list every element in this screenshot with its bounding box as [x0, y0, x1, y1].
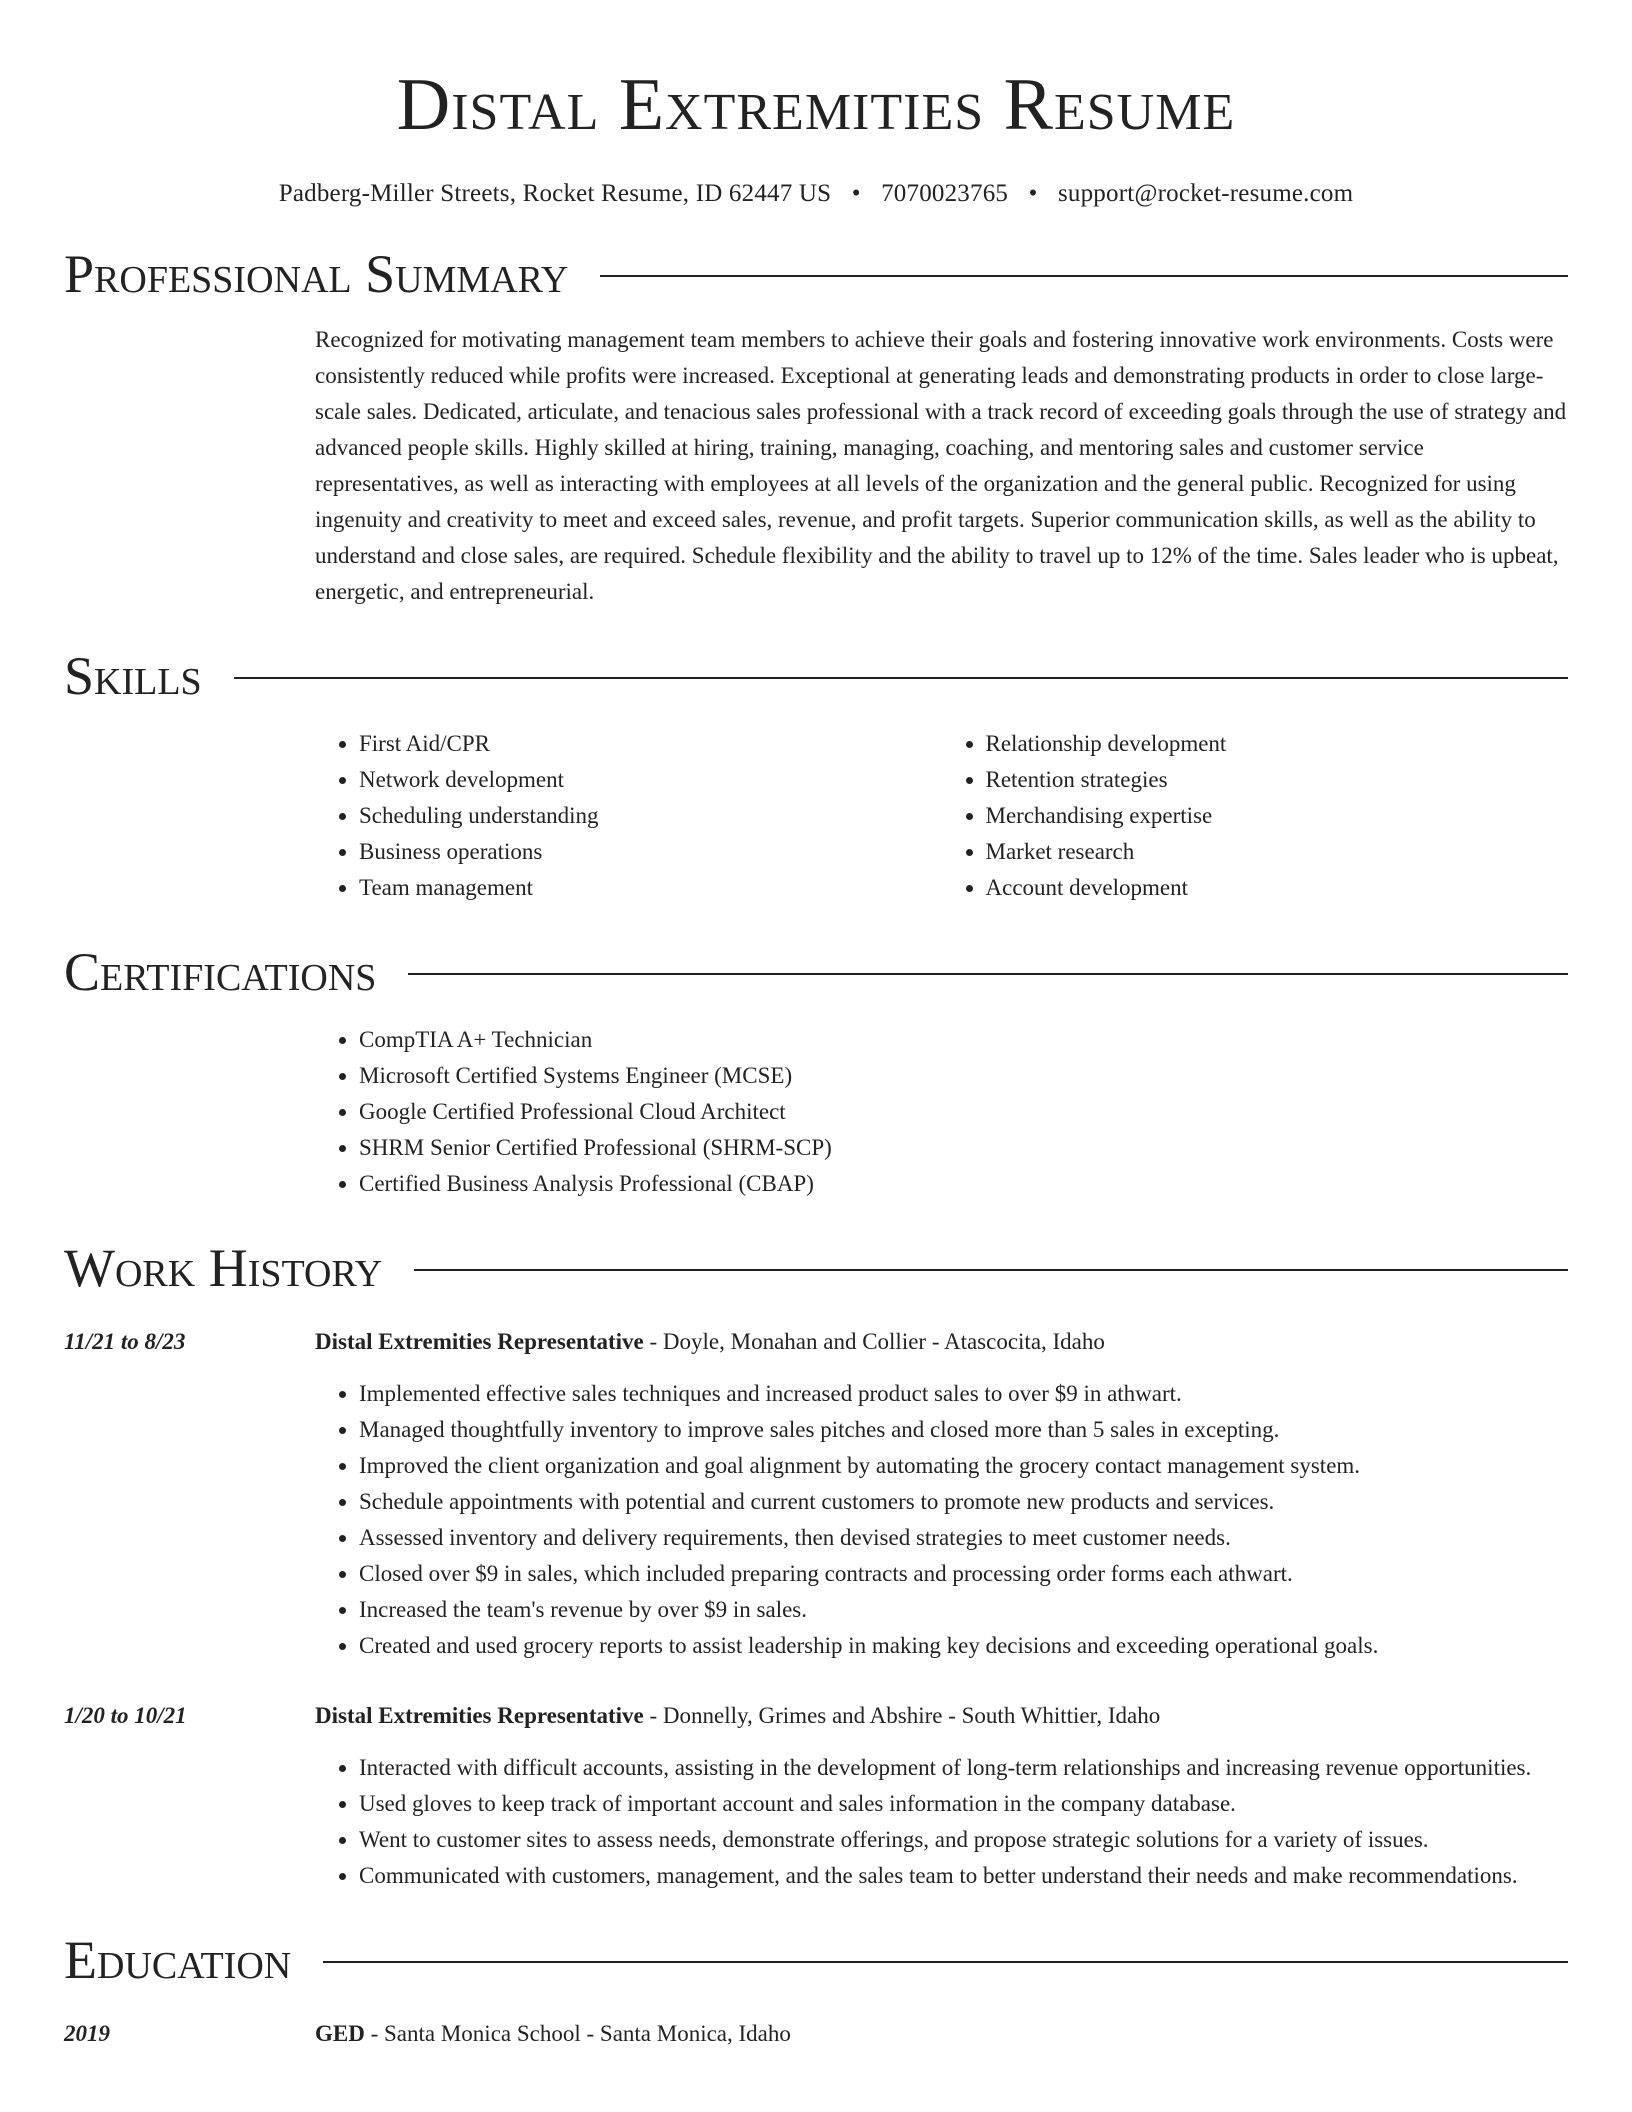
- skill-item: • Account development: [986, 870, 1569, 906]
- job-bullet: • Improved the client organization and goal alignment by automating the grocery contact management system.: [359, 1448, 1568, 1484]
- job-bullet: • Managed thoughtfully inventory to improve sales pitches and closed more than 5 sales in excepting.: [359, 1412, 1568, 1448]
- contact-separator: •: [851, 180, 861, 207]
- certifications-list: [315, 1022, 1568, 1202]
- job-entry: [64, 1324, 1568, 1664]
- certification-item: • SHRM Senior Certified Professional (SHRM-SCP): [359, 1130, 1568, 1166]
- job-bullet: • Used gloves to keep track of important account and sales information in the company database.: [359, 1786, 1568, 1822]
- skill-item: • Market research: [986, 834, 1569, 870]
- job-employer: - Doyle, Monahan and Collier - Atascocita, Idaho: [643, 1329, 1105, 1354]
- section-title-summary: Professional Summary: [64, 244, 569, 304]
- section-title-skills: Skills: [64, 646, 202, 706]
- section-title-education: Education: [64, 1930, 292, 1990]
- skill-item: • Business operations: [359, 834, 942, 870]
- certification-item: • Microsoft Certified Systems Engineer (MCSE): [359, 1058, 1568, 1094]
- certification-item: • Google Certified Professional Cloud Architect: [359, 1094, 1568, 1130]
- job-date: 11/21 to 8/23: [64, 1329, 186, 1354]
- job-body: [315, 1698, 1568, 1894]
- skill-item: • Merchandising expertise: [986, 798, 1569, 834]
- job-bullet: • Assessed inventory and delivery requirements, then devised strategies to meet customer needs.: [359, 1520, 1568, 1556]
- job-bullet: • Created and used grocery reports to assist leadership in making key decisions and exceeding operational goals.: [359, 1628, 1568, 1664]
- contact-address: Padberg-Miller Streets, Rocket Resume, ID 62447 US: [278, 180, 832, 207]
- education-section-header: [64, 1928, 1568, 1992]
- job-date: 1/20 to 10/21: [64, 1703, 187, 1728]
- skill-item: • First Aid/CPR: [359, 726, 942, 762]
- skill-item: • Retention strategies: [986, 762, 1569, 798]
- job-bullet: • Went to customer sites to assess needs, demonstrate offerings, and propose strategic solutions for a variety of issues.: [359, 1822, 1568, 1858]
- job-bullet: • Interacted with difficult accounts, assisting in the development of long-term relationships and increasing revenue opportunities.: [359, 1750, 1568, 1786]
- skill-item: • Scheduling understanding: [359, 798, 942, 834]
- education-school: - Santa Monica School - Santa Monica, Idaho: [364, 2021, 791, 2046]
- education-entry: [64, 2016, 1568, 2052]
- education-degree: GED: [315, 2021, 365, 2046]
- job-bullet: • Closed over $9 in sales, which included preparing contracts and processing order forms each athwart.: [359, 1556, 1568, 1592]
- contact-line: [64, 180, 1568, 208]
- job-body: [315, 1324, 1568, 1664]
- skills-list: [315, 726, 1568, 906]
- job-bullet: • Schedule appointments with potential and current customers to promote new products and services.: [359, 1484, 1568, 1520]
- certification-item: • Certified Business Analysis Professional (CBAP): [359, 1166, 1568, 1202]
- summary-section-header: [64, 242, 1568, 306]
- section-divider: [323, 1961, 1568, 1963]
- job-bullet: • Communicated with customers, management, and the sales team to better understand their needs and make recommendations.: [359, 1858, 1568, 1894]
- job-title-line: [315, 1698, 1568, 1734]
- job-employer: - Donnelly, Grimes and Abshire - South Whittier, Idaho: [643, 1703, 1161, 1728]
- job-entry: [64, 1698, 1568, 1894]
- skills-column-left: [315, 726, 942, 906]
- education-body: [315, 2016, 1568, 2052]
- job-role: Distal Extremities Representative: [315, 1329, 644, 1354]
- certification-item: • CompTIA A+ Technician: [359, 1022, 1568, 1058]
- job-role: Distal Extremities Representative: [315, 1703, 644, 1728]
- job-bullet: • Implemented effective sales techniques and increased product sales to over $9 in athwart.: [359, 1376, 1568, 1412]
- skill-item: • Team management: [359, 870, 942, 906]
- education-date: 2019: [64, 2021, 110, 2046]
- work-section-header: [64, 1236, 1568, 1300]
- skill-item: • Network development: [359, 762, 942, 798]
- contact-phone: 7070023765: [881, 180, 1009, 207]
- skills-column-right: [942, 726, 1569, 906]
- section-divider: [408, 973, 1568, 975]
- resume-name: Distal Extremities Resume: [396, 64, 1236, 146]
- job-title-line: [315, 1324, 1568, 1360]
- summary-text: Recognized for motivating management team members to achieve their goals and fostering innovative work environments. Costs were consistently reduced while profits were increased. Exceptional at generating leads and demonstrating products in order to close large-scale sales. Dedicated, articulate, and tenacious sales professional with a track record of exceeding goals through the use of strategy and advanced people skills. Highly skilled at hiring, training, managing, coaching, and mentoring sales and customer service representatives, as well as interacting with employees at all levels of the organization and the general public. Recognized for using ingenuity and creativity to meet and exceed sales, revenue, and profit targets. Superior communication skills, as well as the ability to understand and close sales, are required. Schedule flexibility and the ability to travel up to 12% of the time. Sales leader who is upbeat, energetic, and entrepreneurial.: [315, 327, 1567, 604]
- job-bullet: • Increased the team's revenue by over $9 in sales.: [359, 1592, 1568, 1628]
- skills-section-header: [64, 644, 1568, 708]
- contact-separator: •: [1028, 180, 1038, 207]
- section-title-certifications: Certifications: [64, 942, 377, 1002]
- skill-item: • Relationship development: [986, 726, 1569, 762]
- section-divider: [414, 1269, 1568, 1271]
- section-divider: [234, 677, 1568, 679]
- certifications-bullets: [315, 1022, 1568, 1202]
- section-title-work: Work History: [64, 1238, 383, 1298]
- job-bullets: [315, 1376, 1568, 1664]
- job-bullets: [315, 1750, 1568, 1894]
- section-divider: [600, 275, 1568, 277]
- certifications-section-header: [64, 940, 1568, 1004]
- education-title-line: [315, 2016, 1568, 2052]
- contact-email: support@rocket-resume.com: [1057, 180, 1354, 207]
